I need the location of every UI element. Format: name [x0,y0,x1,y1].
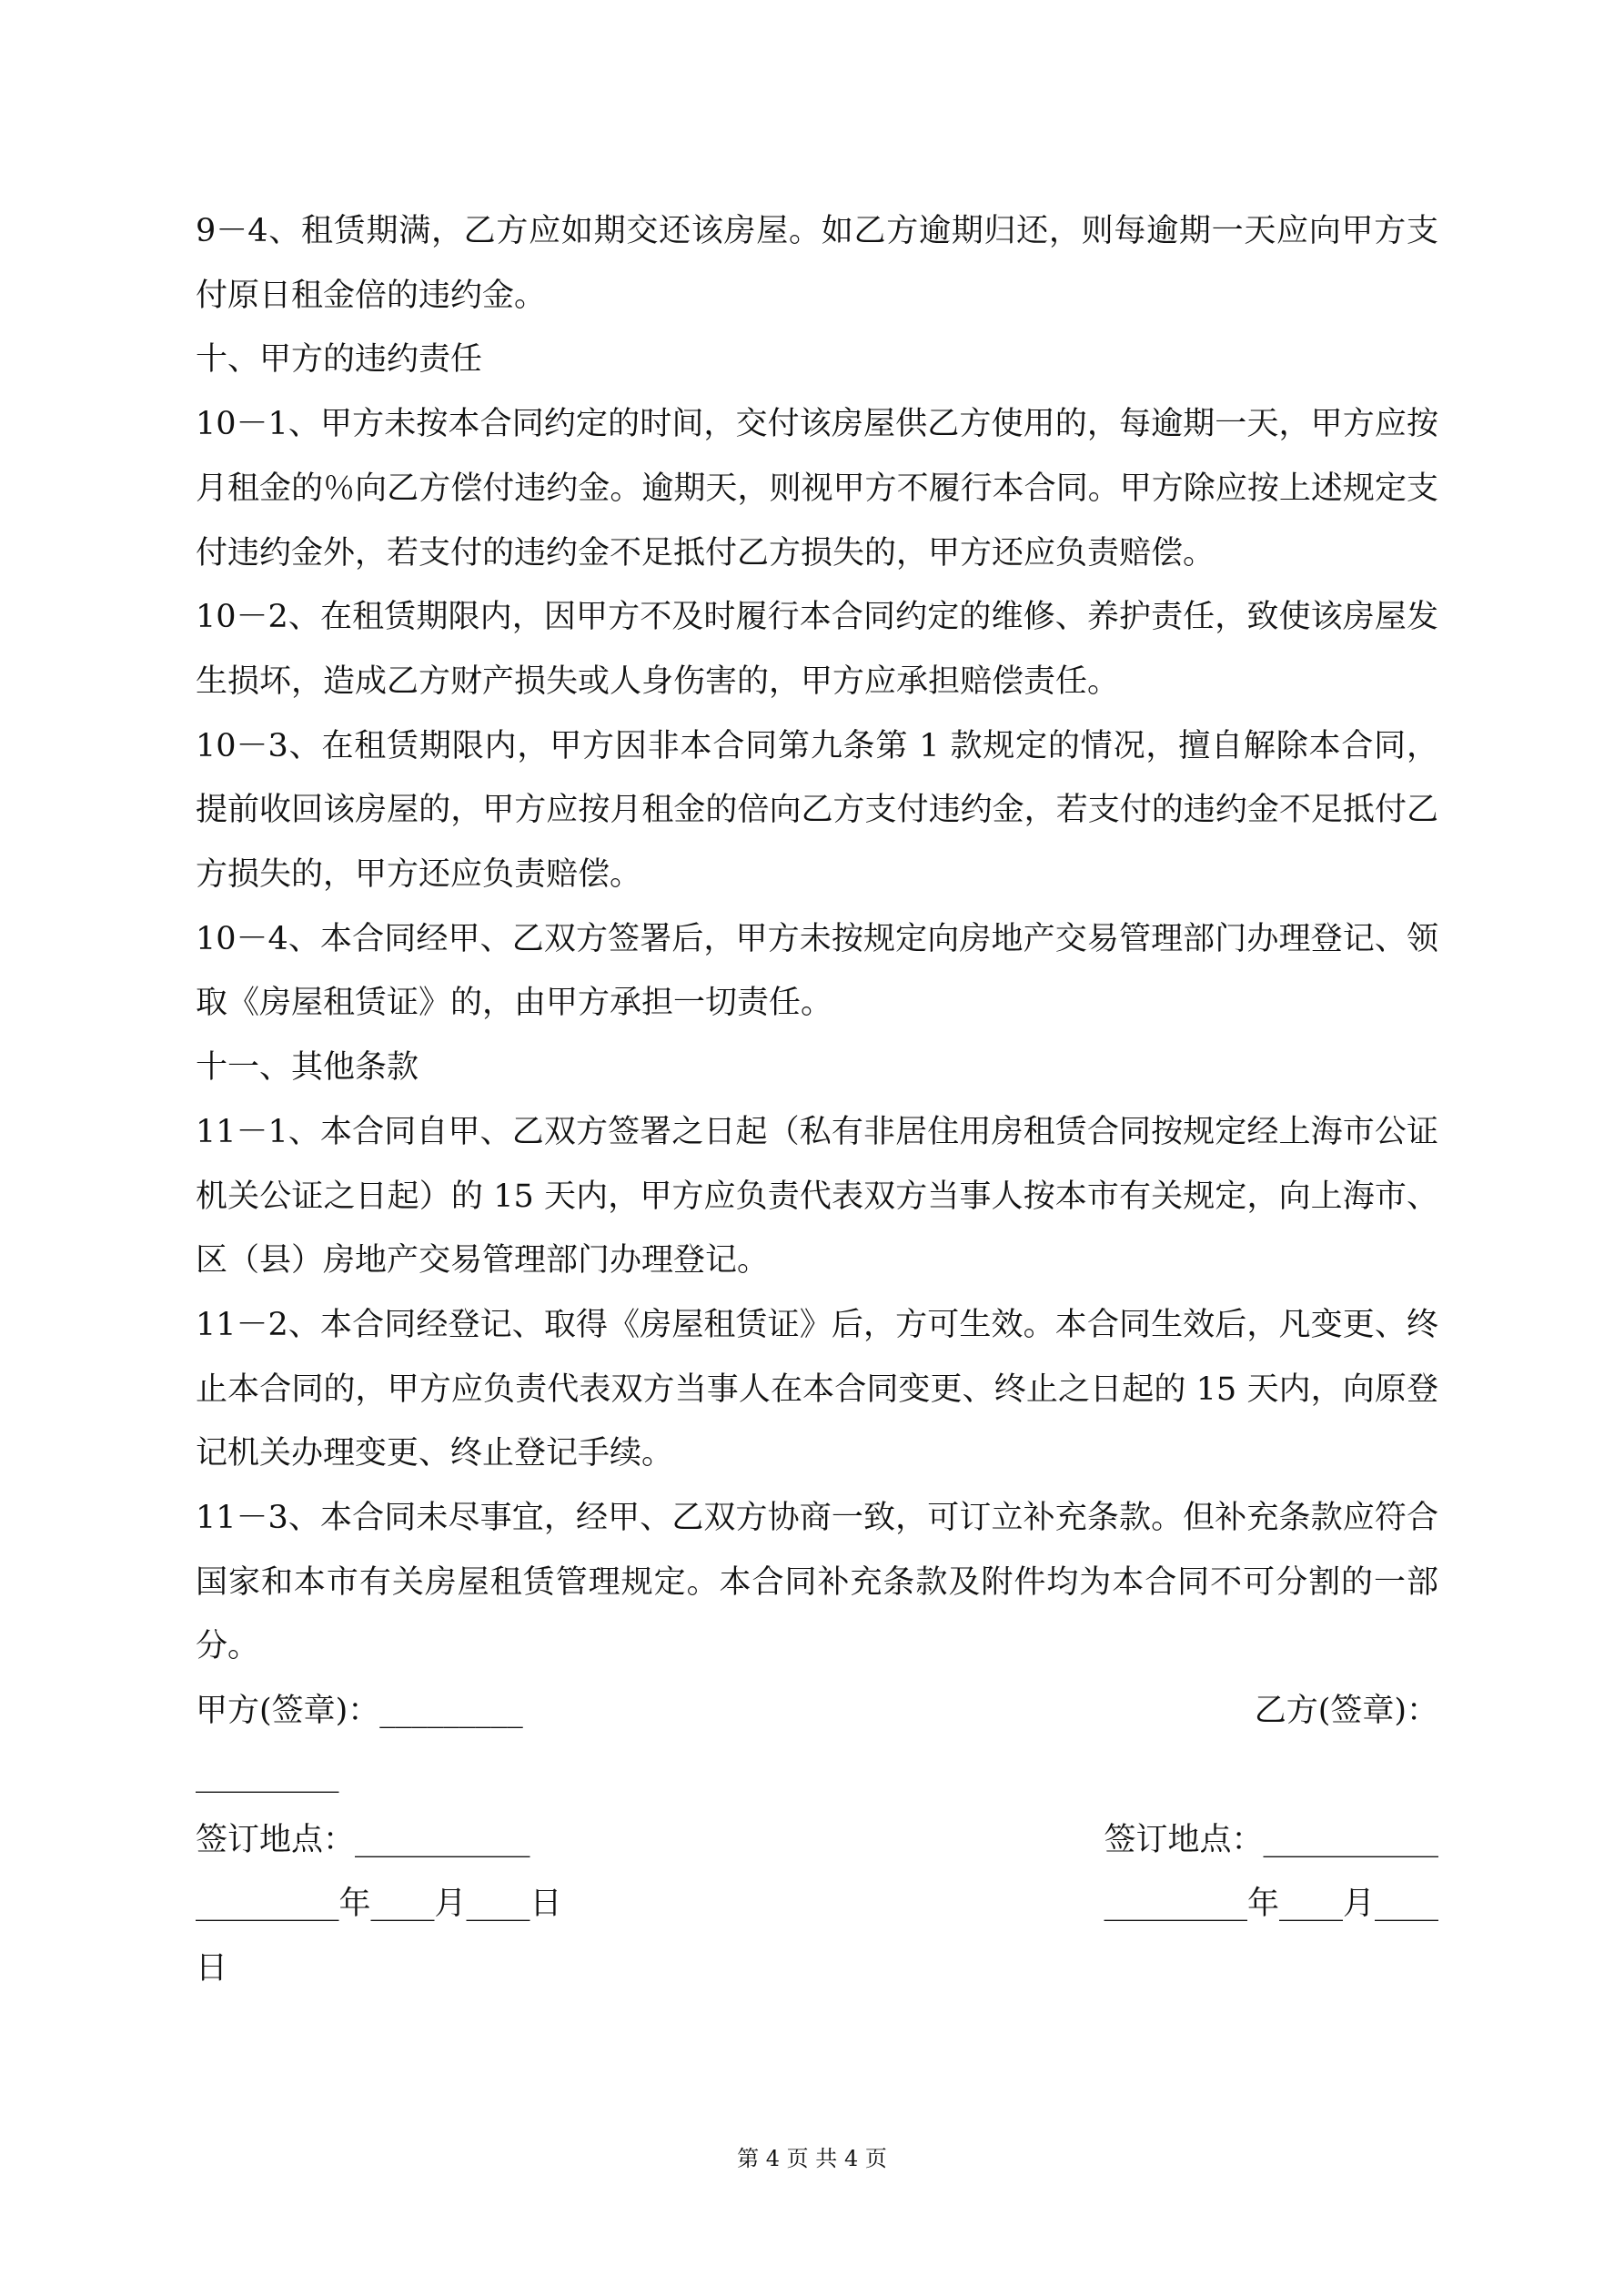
clause-11-1: 11－1、本合同自甲、乙双方签署之日起（私有非居住用房租赁合同按规定经上海市公证机关公证之日起）的 15 天内，甲方应负责代表双方当事人按本市有关规定，向上海市、区（县）房地产交易管理部门办理登记。 [196,1113,1438,1279]
party-b-place: 签订地点：___________ [1104,1821,1438,1858]
clause-11-3: 11－3、本合同未尽事宜，经甲、乙双方协商一致，可订立补充条款。但补充条款应符合国家和本市有关房屋租赁管理规定。本合同补充条款及附件均为本合同不可分割的一部分。 [196,1500,1438,1665]
clause-10-3: 10－3、在租赁期限内，甲方因非本合同第九条第 1 款规定的情况，擅自解除本合同，提前收回该房屋的，甲方应按月租金的倍向乙方支付违约金，若支付的违约金不足抵付乙方损失的，甲方还应负责赔偿。 [196,727,1438,894]
date-row-continued [196,1937,1438,2001]
party-a-date: _________年____月____日 [196,1886,562,1923]
page-number-footer: 第 4 页 共 4 页 [737,2146,887,2171]
signature-row-continued [196,1744,1438,1808]
clause-11-2: 11－2、本合同经登记、取得《房屋租赁证》后，方可生效。本合同生效后，凡变更、终止本合同的，甲方应负责代表双方当事人在本合同变更、终止之日起的 15 天内，向原登记机关办理变更、终止登记手续。 [196,1306,1438,1472]
party-b-date-day: 日 [196,1949,228,1987]
clause-10-2: 10－2、在租赁期限内，因甲方不及时履行本合同约定的维修、养护责任，致使该房屋发生损坏，造成乙方财产损失或人身伤害的，甲方应承担赔偿责任。 [196,599,1438,700]
clause-10-4: 10－4、本合同经甲、乙双方签署后，甲方未按规定向房地产交易管理部门办理登记、领取《房屋租赁证》的，由甲方承担一切责任。 [196,920,1438,1022]
clause-9-4: 9－4、租赁期满，乙方应如期交还该房屋。如乙方逾期归还，则每逾期一天应向甲方支付原日租金倍的违约金。 [196,213,1438,314]
party-b-signature: 乙方(签章)： [1254,1693,1438,1730]
contract-body [196,199,1438,2001]
section-heading-10: 十、甲方的违约责任 [196,341,483,379]
place-row [196,1808,1438,1873]
party-a-place: 签订地点：___________ [196,1821,530,1858]
section-heading-11: 十一、其他条款 [196,1049,419,1087]
party-b-signature-line: _________ [196,1756,339,1794]
clause-10-1: 10－1、甲方未按本合同约定的时间，交付该房屋供乙方使用的，每逾期一天，甲方应按月租金的％向乙方偿付违约金。逾期天，则视甲方不履行本合同。甲方除应按上述规定支付违约金外，若支付的违约金不足抵付乙方损失的，甲方还应负责赔偿。 [196,406,1438,571]
signature-row [196,1679,1438,1744]
party-a-signature: 甲方(签章)：_________ [196,1693,523,1730]
party-b-date: _________年____月____ [1104,1886,1438,1923]
date-row [196,1872,1438,1937]
